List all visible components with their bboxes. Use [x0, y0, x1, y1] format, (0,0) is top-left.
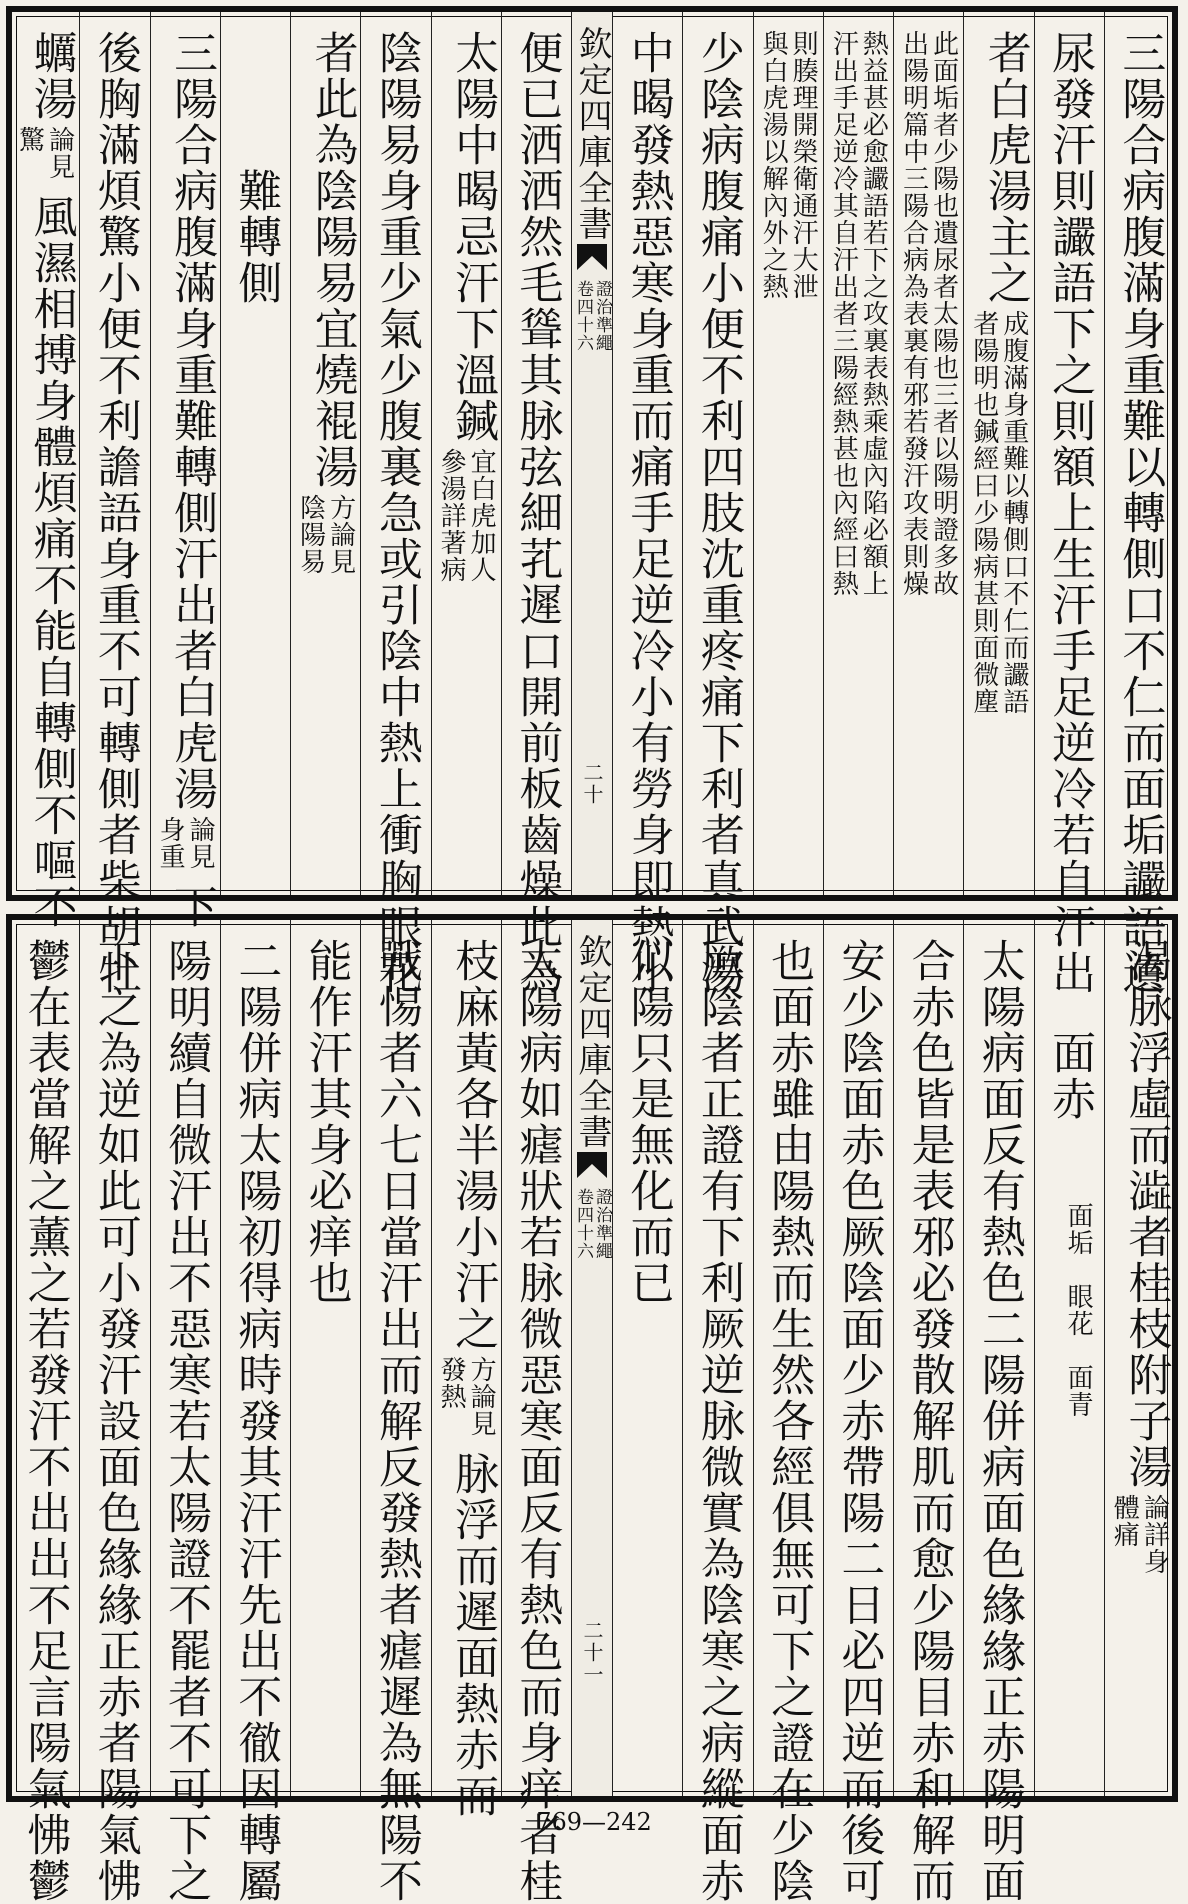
top-main-text: 太陽中暍忌汗下溫鍼 — [447, 30, 499, 444]
bottom-column-content — [221, 938, 290, 1904]
top-column-10 — [360, 12, 430, 996]
top-column-9 — [431, 12, 501, 895]
top-annotation-0: 論見 — [185, 816, 216, 870]
top-main-text: 三陽合病腹滿身重難以轉側口不仁而面垢讝語遺 — [1114, 30, 1166, 996]
bottom-annotation-1: 體痛 — [1109, 1494, 1140, 1548]
top-main-text: 三陽合病腹滿身重難轉側汗出者白虎湯 — [166, 30, 218, 812]
top-column-content — [754, 30, 823, 895]
bottom-column-content — [1035, 938, 1104, 1796]
bottom-column-content — [432, 938, 501, 1819]
top-column-content — [1035, 30, 1104, 996]
top-book-section: 證治準繩 — [592, 280, 612, 352]
bottom-main-text: 能作汗其身必痒也 — [300, 938, 352, 1306]
top-main-text: 難轉側 — [230, 168, 282, 306]
top-column-13 — [150, 12, 220, 930]
bottom-book-title: 欽定四庫全書 — [572, 934, 612, 1150]
bottom-leaf-number: 二十一 — [580, 1620, 604, 1686]
bottom-column-10 — [360, 920, 430, 1904]
bottom-main-text: 渴脉浮虛而澁者桂枝附子湯 — [1120, 938, 1172, 1490]
bottom-column-11 — [290, 920, 360, 1796]
top-column-content — [80, 30, 149, 996]
bottom-column-3 — [893, 920, 963, 1904]
bottom-column-content — [894, 938, 963, 1904]
top-column-1 — [1034, 12, 1104, 996]
bottom-main-text: 戰惕者六七日當汗出而解反發熱者瘧遲為無陽不 — [370, 938, 422, 1904]
top-main-text: 中暍發熱惡寒身重而痛手足逆冷小有勞身即熱小 — [622, 30, 674, 996]
bottom-column-14 — [79, 920, 149, 1904]
bottom-main-text: 鬱在表當解之薰之若發汗不出出不足言陽氣怫鬱 — [19, 938, 71, 1904]
bottom-main-text: 面赤 — [1044, 1030, 1096, 1122]
bottom-column-content — [754, 938, 823, 1904]
top-column-content — [613, 30, 682, 996]
bottom-main-text: 太陽病面反有熱色二陽併病面色緣緣正赤陽明面 — [973, 938, 1025, 1904]
top-main-text: 便已洒洒然毛聳其脉弦細芤遲口開前板齒燥此為 — [511, 30, 563, 996]
bottom-column-content — [502, 938, 571, 1904]
top-fold-column — [571, 12, 612, 895]
bottom-column-1 — [1034, 920, 1104, 1796]
bottom-main-text: 也面赤雖由陽熱而生然各經俱無可下之證在少陰 — [763, 938, 815, 1904]
top-column-content — [10, 30, 79, 930]
top-column-7 — [612, 12, 682, 996]
bottom-column-content — [151, 938, 220, 1904]
top-main-text: 少陰病腹痛小便不利四肢沈重疼痛下利者真武湯 — [692, 30, 744, 996]
bottom-column-content — [613, 938, 682, 1796]
top-column-14 — [79, 12, 149, 996]
bottom-book-volume: 卷四十六 — [573, 1188, 593, 1260]
top-column-content — [151, 30, 220, 930]
top-main-text-tail: 下 — [166, 884, 218, 930]
top-column-content — [1105, 30, 1174, 996]
top-column-content — [221, 30, 290, 895]
top-column-content — [683, 30, 752, 996]
top-column-content — [502, 30, 571, 996]
top-main-text: 者此為陰陽易宜燒裩湯 — [306, 30, 358, 490]
bottom-column-13 — [150, 920, 220, 1904]
bottom-column-content — [824, 938, 893, 1904]
bottom-column-7 — [612, 920, 682, 1796]
top-book-volume: 卷四十六 — [573, 280, 593, 352]
bottom-main-text: 太陽病如瘧狀若脉微惡寒面反有熱色而身痒者桂 — [511, 938, 563, 1904]
bottom-column-content — [10, 938, 79, 1904]
bottom-column-content — [964, 938, 1033, 1904]
top-annotation-1: 身重 — [155, 816, 186, 870]
top-main-text-tail: 風濕相搏身體煩痛不能自轉側不嘔不 — [25, 194, 77, 930]
bottom-column-5 — [753, 920, 823, 1904]
top-annotation-1: 出陽明篇中三陽合病為表裏有邪若發汗攻表則燥 — [898, 30, 929, 597]
bottom-main-text: 似陽只是無化而已 — [622, 938, 674, 1306]
bottom-column-content — [80, 938, 149, 1904]
top-columns — [10, 12, 1174, 996]
top-annotation-0: 方論見 — [325, 494, 356, 575]
top-column-0 — [1104, 12, 1174, 996]
top-annotation-0: 則腠理開榮衛通汗大泄 — [788, 30, 819, 300]
bottom-column-content — [361, 938, 430, 1904]
bottom-main-text-tail: 脉浮而遲面熱赤而 — [447, 1451, 499, 1819]
top-annotation-1: 與白虎湯以解內外之熱 — [758, 30, 789, 300]
bottom-book-section: 證治準繩 — [592, 1188, 612, 1260]
top-column-2 — [963, 12, 1033, 895]
top-annotation-0: 此面垢者少陽也遺尿者太陽也三者以陽明證多故 — [928, 30, 959, 597]
top-column-12 — [220, 12, 290, 895]
top-annotation-1: 者陽明也鍼經曰少陽病甚則面微塵 — [968, 310, 999, 715]
bottom-column-9 — [431, 920, 501, 1819]
top-annotation-0: 論見 — [44, 126, 75, 180]
top-column-11 — [290, 12, 360, 895]
bottom-column-12 — [220, 920, 290, 1904]
bottom-column-2 — [963, 920, 1033, 1904]
top-column-3 — [893, 12, 963, 895]
top-main-text: 者白虎湯主之 — [979, 30, 1031, 306]
top-annotation-1: 驚 — [14, 126, 45, 153]
bottom-main-text: 二陽併病太陽初得病時發其汗汗先出不徹因轉屬 — [230, 938, 282, 1904]
bottom-annotation-0: 方論見 — [466, 1356, 497, 1437]
fish-tail-mark-icon — [577, 1152, 607, 1178]
top-annotation-1: 汗出手足逆冷其自汗出者三陽經熱甚也內經曰熱 — [828, 30, 859, 597]
bottom-main-text: 枝麻黃各半湯小汗之 — [447, 938, 499, 1352]
bottom-column-content — [1105, 938, 1174, 1796]
top-column-8 — [501, 12, 571, 996]
bottom-main-text: 安少陰面赤色厥陰面少赤帶陽二日必四逆而後可 — [833, 938, 885, 1904]
bottom-column-4 — [823, 920, 893, 1904]
top-annotation-1: 陰陽易 — [295, 494, 326, 575]
top-main-text: 陰陽易身重少氣少腹裏急或引陰中熱上衝胸眼花 — [370, 30, 422, 996]
top-column-content — [824, 30, 893, 895]
bottom-column-content — [291, 938, 360, 1796]
bottom-column-8 — [501, 920, 571, 1904]
bottom-annotation-0: 論詳身 — [1139, 1494, 1170, 1575]
top-annotation-0: 宜白虎加人 — [466, 448, 497, 583]
bottom-column-content — [683, 938, 752, 1904]
bottom-column-6 — [682, 920, 752, 1904]
top-column-content — [964, 30, 1033, 895]
top-annotation-0: 熱益甚必愈讝語若下之攻裏表熱乘虛內陷必額上 — [858, 30, 889, 597]
bottom-annotation-1: 發熱 — [436, 1356, 467, 1410]
top-annotation-0: 成腹滿身重難以轉側口不仁而讝語 — [998, 310, 1029, 715]
top-annotation-1: 參湯詳著病 — [436, 448, 467, 583]
top-column-content — [361, 30, 430, 996]
bottom-main-text: 合赤色皆是表邪必發散解肌而愈少陽目赤和解而 — [903, 938, 955, 1904]
bottom-main-text: 陽明續自微汗出不惡寒若太陽證不罷者不可下之 — [160, 938, 212, 1904]
top-column-5 — [753, 12, 823, 895]
bottom-main-text: 厥陰者正證有下利厥逆脉微實為陰寒之病縱面赤 — [692, 938, 744, 1904]
top-main-text: 蠣湯 — [25, 30, 77, 122]
bottom-column-0 — [1104, 920, 1174, 1796]
page-number-footer: 769—242 — [536, 1808, 652, 1836]
top-main-text: 尿發汗則讝語下之則額上生汗手足逆冷若自汗出 — [1044, 30, 1096, 996]
top-column-15 — [10, 12, 79, 930]
top-column-content — [432, 30, 501, 895]
top-column-content — [894, 30, 963, 895]
bottom-related-topics: 面垢 眼花 面青 — [1063, 1202, 1094, 1418]
top-column-4 — [823, 12, 893, 895]
top-main-text: 後胸滿煩驚小便不利譫語身重不可轉側者柴胡牡 — [89, 30, 141, 996]
top-column-content — [291, 30, 360, 895]
top-leaf-number: 二十 — [580, 762, 604, 806]
top-column-6 — [682, 12, 752, 996]
bottom-main-text: 下之為逆如此可小發汗設面色緣緣正赤者陽氣怫 — [89, 938, 141, 1904]
bottom-column-15 — [10, 920, 79, 1904]
top-book-title: 欽定四庫全書 — [572, 26, 612, 242]
bottom-fold-column — [571, 920, 612, 1796]
fish-tail-mark-icon — [577, 244, 607, 270]
